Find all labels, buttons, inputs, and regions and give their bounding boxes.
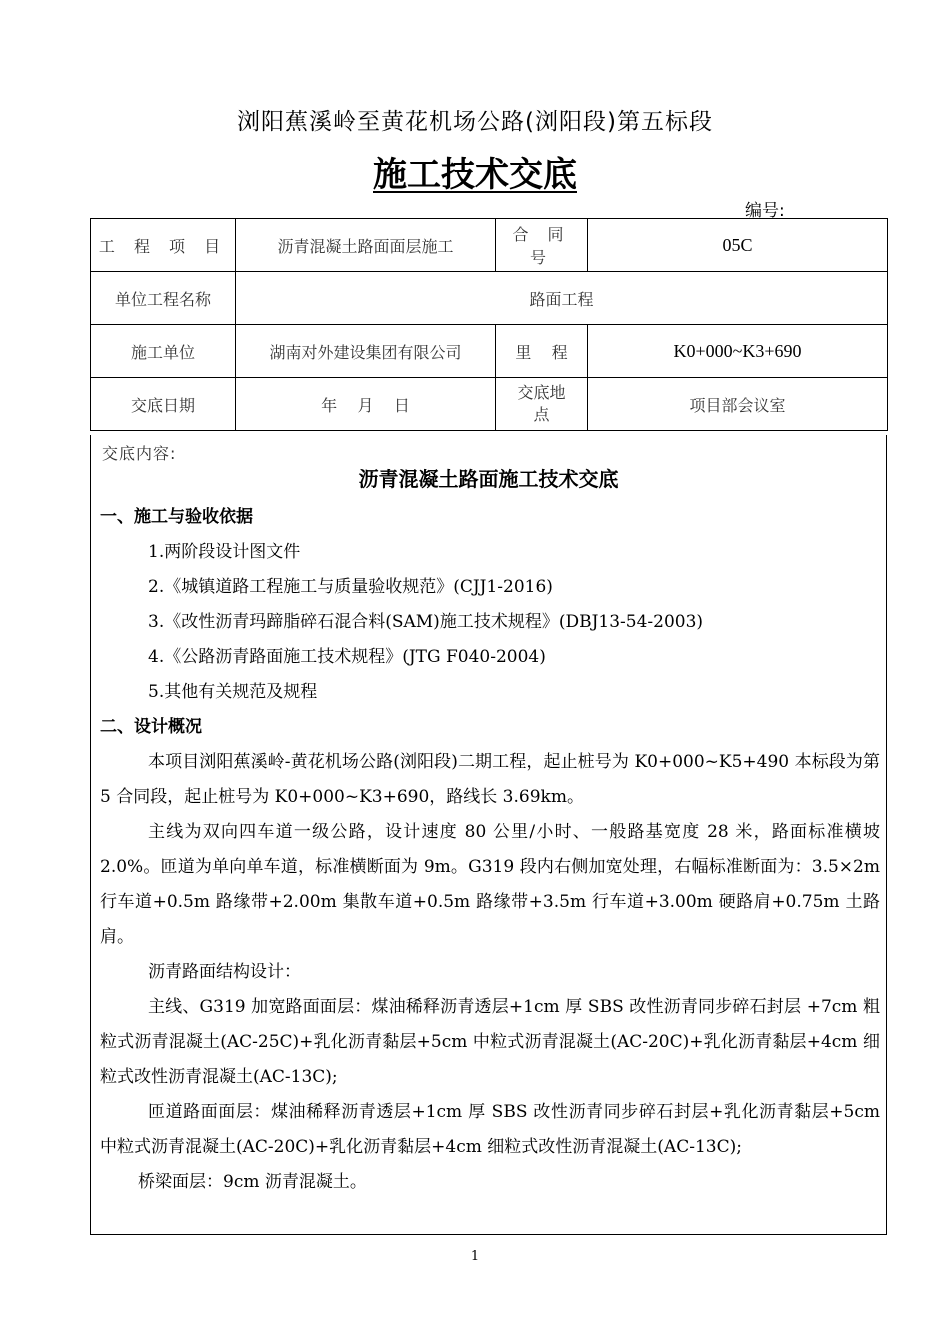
paragraph: 本项目浏阳蕉溪岭-黄花机场公路(浏阳段)二期工程，起止桩号为 K0+000~K5+490 本标段为第 5 合同段，起止桩号为 K0+000~K3+690，路线长 3.69km。 xyxy=(100,752,880,807)
date-value: 年 月 日 xyxy=(236,378,496,431)
paragraph: 匝道路面面层：煤油稀释沥青透层+1cm 厚 SBS 改性沥青同步碎石封层+乳化沥青黏层+5cm 中粒式沥青混凝土(AC-20C)+乳化沥青黏层+4cm 细粒式改性沥青混凝土(AC-13C); xyxy=(100,1102,880,1157)
location-label: 交底地点 xyxy=(496,378,588,431)
paragraph: 沥青路面结构设计： xyxy=(148,962,301,982)
date-label: 交底日期 xyxy=(91,378,236,431)
section1-title: 一、施工与验收依据 xyxy=(100,507,253,527)
contract-value: 05C xyxy=(588,219,888,272)
unit-project-value: 路面工程 xyxy=(236,272,888,325)
location-value: 项目部会议室 xyxy=(588,378,888,431)
doc-number-label: 编号: xyxy=(745,201,785,221)
table-row xyxy=(91,219,888,272)
doc-title-text: 施工技术交底 xyxy=(373,155,577,195)
paragraph: 主线为双向四车道一级公路，设计速度 80 公里/小时、一般路基宽度 28 米，路面标准横坡 2.0%。匝道为单向单车道，标准横断面为 9m。G319 段内右侧加宽处理，右幅标准断面为：3.5×2m 行车道+0.5m 路缘带+2.00m 集散车道+0.5m 路缘带+3.5m 行车道+3.00m 硬路肩+0.75m 土路肩。 xyxy=(100,822,880,947)
project-value: 沥青混凝土路面面层施工 xyxy=(236,219,496,272)
project-label: 工 程 项 目 xyxy=(91,219,236,272)
page-number: 1 xyxy=(470,1249,480,1264)
table-row xyxy=(91,325,888,378)
mileage-value: K0+000~K3+690 xyxy=(588,325,888,378)
list-item: 5.其他有关规范及规程 xyxy=(148,682,318,702)
paragraph: 主线、G319 加宽路面面层：煤油稀释沥青透层+1cm 厚 SBS 改性沥青同步碎石封层 +7cm 粗粒式沥青混凝土(AC-25C)+乳化沥青黏层+5cm 中粒式沥青混凝土(AC-20C)+乳化沥青黏层+4cm 细粒式改性沥青混凝土(AC-13C); xyxy=(100,997,880,1087)
list-item: 1.两阶段设计图文件 xyxy=(148,542,301,562)
list-item: 2.《城镇道路工程施工与质量验收规范》(CJJ1-2016) xyxy=(148,577,553,597)
doc-title xyxy=(0,147,950,196)
paragraph: 桥梁面层：9cm 沥青混凝土。 xyxy=(138,1172,367,1192)
table-row xyxy=(91,272,888,325)
list-item: 4.《公路沥青路面施工技术规程》(JTG F040-2004) xyxy=(148,647,546,667)
content-label: 交底内容: xyxy=(102,444,177,463)
content-body xyxy=(100,500,880,1200)
contract-label: 合 同 号 xyxy=(496,219,588,272)
info-table xyxy=(90,218,888,431)
section2-title: 二、设计概况 xyxy=(100,717,202,737)
content-heading: 沥青混凝土路面施工技术交底 xyxy=(358,467,619,491)
contractor-label: 施工单位 xyxy=(91,325,236,378)
list-item: 3.《改性沥青玛蹄脂碎石混合料(SAM)施工技术规程》(DBJ13-54-2003) xyxy=(148,612,704,632)
contractor-value: 湖南对外建设集团有限公司 xyxy=(236,325,496,378)
project-line: 浏阳蕉溪岭至黄花机场公路(浏阳段)第五标段 xyxy=(237,109,713,135)
mileage-label: 里 程 xyxy=(496,325,588,378)
unit-project-label: 单位工程名称 xyxy=(91,272,236,325)
table-row xyxy=(91,378,888,431)
